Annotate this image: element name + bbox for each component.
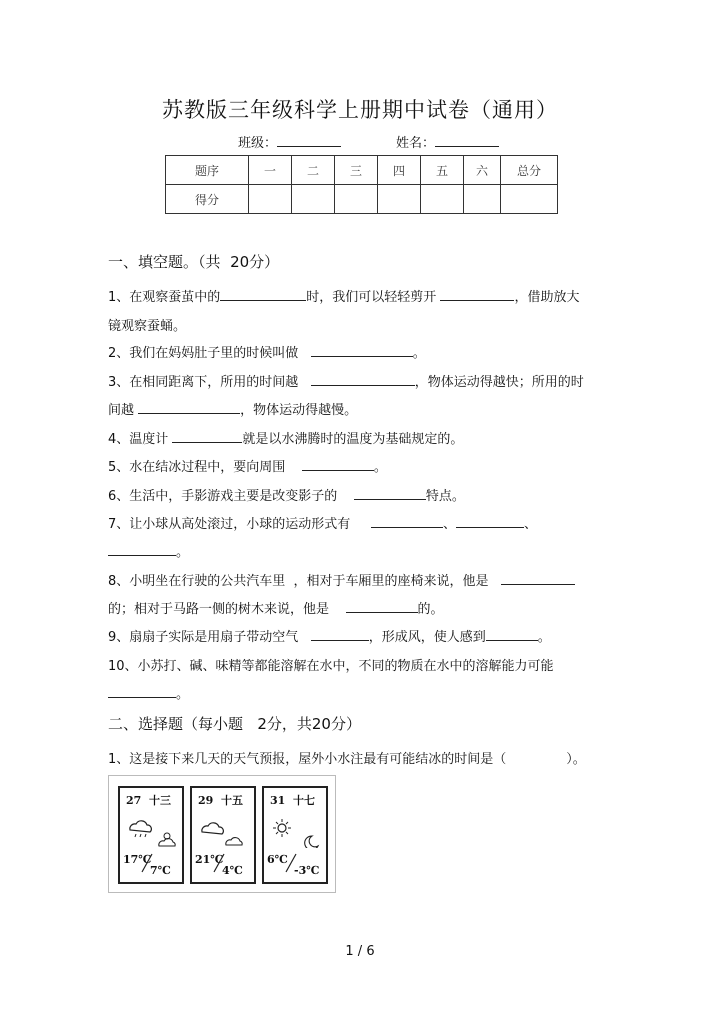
question-7: [108, 513, 537, 532]
q8-text-d: 的。: [417, 602, 444, 617]
question-8-cont: [108, 598, 444, 617]
choice-q1-text-a: 1、这是接下来几天的天气预报，屋外小水注最有可能结冰的时间是（: [108, 752, 507, 767]
q9-text-a: 9、扇扇子实际是用扇子带动空气: [108, 630, 299, 645]
q9-blank-2[interactable]: [486, 626, 538, 641]
q9-text-c: 。: [537, 630, 551, 645]
name-blank[interactable]: [435, 132, 499, 147]
weather-date: 27 十三: [126, 794, 171, 807]
question-10: 10、小苏打、碱、味精等都能溶解在水中，不同的物质在水中的溶解能力可能: [108, 659, 554, 674]
q10-text-b: 。: [176, 687, 190, 702]
score-row-label: 得分: [166, 185, 249, 214]
q1-text-c: ，借助放大: [514, 290, 580, 305]
weather-date: 31 十七: [270, 794, 315, 807]
question-10-cont: [108, 683, 189, 702]
score-cell[interactable]: [335, 185, 378, 214]
q8-blank-2[interactable]: [346, 598, 418, 613]
weather-card: [190, 786, 256, 884]
weather-date: 29 十五: [198, 794, 243, 807]
q8-blank-1[interactable]: [501, 570, 575, 585]
q1-blank-1[interactable]: [220, 286, 306, 301]
name-field: [396, 132, 499, 151]
section1-title: 一、填空题。（共: [108, 253, 221, 271]
score-cell[interactable]: [421, 185, 464, 214]
score-table-header-row: [166, 156, 558, 185]
q8-text-c: 的；相对于马路一侧的树木来说，他是: [108, 602, 330, 617]
score-header-cell: 一: [249, 156, 292, 185]
question-9: [108, 626, 551, 645]
question-2: [108, 342, 426, 361]
q5-blank[interactable]: [302, 456, 374, 471]
q3-blank-1[interactable]: [311, 371, 415, 386]
q8-text-b: ，相对于车厢里的座椅来说，他是: [293, 574, 489, 589]
q3-text-d: ，物体运动得越慢。: [240, 403, 358, 418]
weather-low-temp: 7℃: [150, 864, 171, 877]
question-3: [108, 371, 584, 390]
score-cell[interactable]: [378, 185, 421, 214]
weather-high-temp: 17℃: [123, 853, 152, 866]
choice-question-1: [108, 748, 586, 767]
score-header-cell: 总分: [501, 156, 558, 185]
q2-blank[interactable]: [311, 342, 413, 357]
question-6: [108, 485, 465, 504]
q4-text-a: 4、温度计: [108, 432, 169, 447]
q7-text-c: 、: [523, 517, 537, 532]
q9-blank-1[interactable]: [311, 626, 369, 641]
q7-text-d: 。: [176, 545, 190, 560]
q8-text-a: 8、小明坐在行驶的公共汽车里: [108, 574, 286, 589]
weather-high-temp: 21℃: [195, 853, 224, 866]
score-table: [165, 155, 558, 214]
score-header-cell: 二: [292, 156, 335, 185]
section2-title: 二、选择题（每小题: [108, 715, 244, 733]
class-label: 班级：: [238, 136, 278, 151]
q1-text-a: 1、在观察蚕茧中的: [108, 290, 221, 305]
class-field: [238, 132, 341, 151]
section1-heading: [108, 251, 279, 272]
q7-blank-3[interactable]: [108, 541, 176, 556]
question-7-cont: [108, 541, 189, 560]
class-blank[interactable]: [277, 132, 341, 147]
question-1: [108, 286, 579, 305]
q6-blank[interactable]: [354, 485, 426, 500]
score-cell[interactable]: [249, 185, 292, 214]
weather-low-temp: -3℃: [294, 864, 320, 877]
question-8: [108, 570, 575, 589]
q9-text-b: ，形成风，使人感到: [368, 630, 486, 645]
page-number: 1 / 6: [345, 944, 375, 959]
score-cell[interactable]: [464, 185, 501, 214]
q7-text-a: 7、让小球从高处滚过，小球的运动形式有: [108, 517, 351, 532]
q6-text-b: 特点。: [425, 489, 465, 504]
question-1-cont: 镜观察蚕蛹。: [108, 319, 187, 334]
page-title: 苏教版三年级科学上册期中试卷（通用）: [162, 98, 558, 122]
score-header-cell: 五: [421, 156, 464, 185]
weather-card: [262, 786, 328, 884]
weather-card: [118, 786, 184, 884]
section1-points: 20分）: [230, 253, 280, 271]
q5-text-b: 。: [373, 460, 387, 475]
q3-blank-2[interactable]: [138, 399, 240, 414]
q10-blank[interactable]: [108, 683, 176, 698]
question-5: [108, 456, 387, 475]
score-header-cell: 四: [378, 156, 421, 185]
q1-text-b: 时，我们可以轻轻剪开: [306, 290, 437, 305]
weather-forecast-figure: [108, 775, 336, 893]
q2-text-b: 。: [412, 346, 426, 361]
score-cell[interactable]: [501, 185, 558, 214]
q3-text-c: 间越: [108, 403, 135, 418]
q4-blank[interactable]: [172, 428, 242, 443]
cloud-rain-icon: [126, 816, 178, 848]
q1-blank-2[interactable]: [440, 286, 514, 301]
question-4: [108, 428, 463, 447]
score-cell[interactable]: [292, 185, 335, 214]
choice-q1-text-b: ）。: [566, 752, 586, 767]
score-header-cell: 六: [464, 156, 501, 185]
q7-blank-1[interactable]: [371, 513, 443, 528]
q7-text-b: 、: [442, 517, 456, 532]
question-3-cont: [108, 399, 357, 418]
score-header-cell: 三: [335, 156, 378, 185]
score-table-score-row: [166, 185, 558, 214]
q3-text-a: 3、在相同距离下，所用的时间越: [108, 375, 299, 390]
section2-points: 2分，共20分）: [257, 715, 361, 733]
weather-low-temp: 4℃: [222, 864, 243, 877]
q3-text-b: ，物体运动得越快；所用的时: [414, 375, 584, 390]
q5-text-a: 5、水在结冰过程中，要向周围: [108, 460, 286, 475]
weather-high-temp: 6℃: [267, 853, 288, 866]
q2-text-a: 2、我们在妈妈肚子里的时候叫做: [108, 346, 299, 361]
q7-blank-2[interactable]: [456, 513, 524, 528]
cloud-icon: [198, 816, 250, 848]
q4-text-b: 就是以水沸腾时的温度为基础规定的。: [242, 432, 464, 447]
name-label: 姓名：: [396, 136, 436, 151]
sun-icon: [270, 816, 322, 848]
score-header-cell: 题序: [166, 156, 249, 185]
section2-heading: [108, 713, 361, 734]
q6-text-a: 6、生活中，手影游戏主要是改变影子的: [108, 489, 338, 504]
